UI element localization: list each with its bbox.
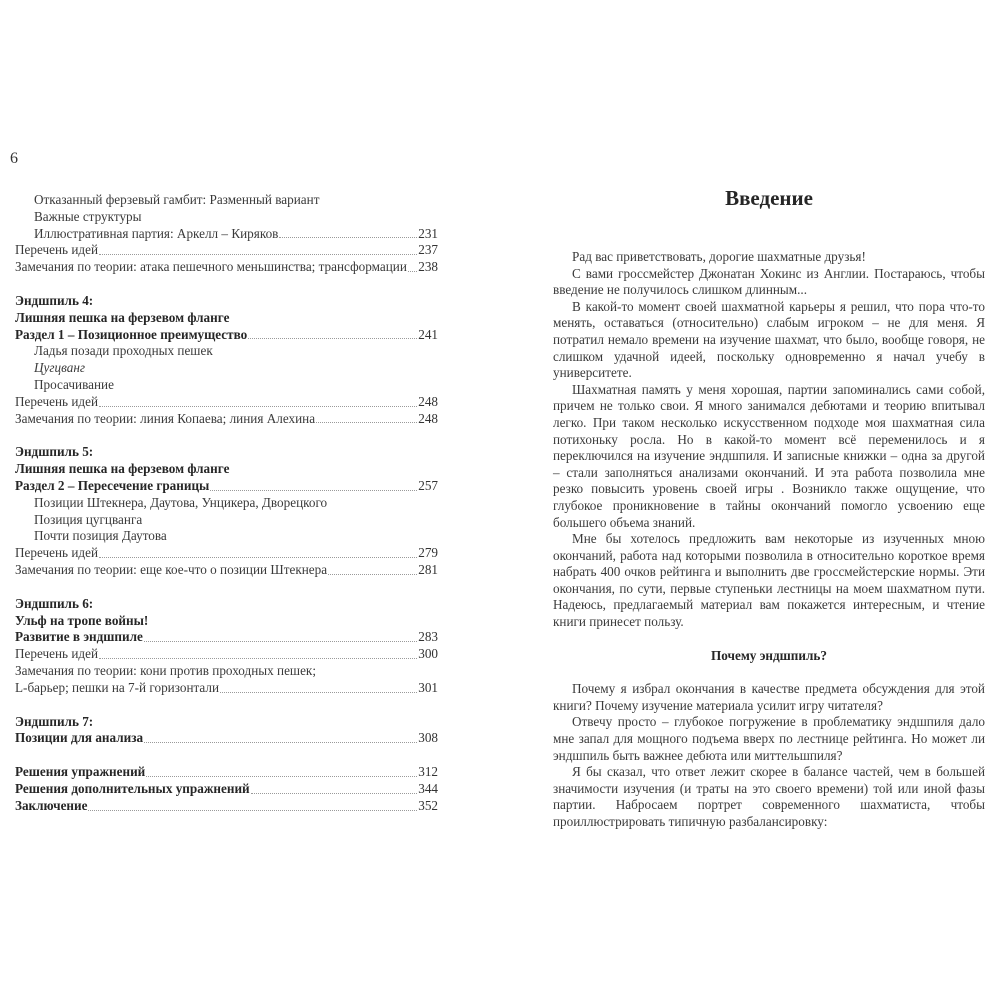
paragraph: Шахматная память у меня хорошая, партии запоминались сами собой, причем не только свои. Я много занимался дебютами и теорию впитывал легко. При таком несколько искусственном подходе моя шахматная сила потихоньку росла. Но в какой-то момент всё переменилось и я переключился на изучение эндшпиля. И записные книжки – одна за другой – стали заполняться анализами окончаний. И эта работа позволила мне резко повысить уровень своей игры . Возникло также ощущение, что глубокое проникновение в тайны окончаний помогло усвоению еще большего объема знаний. [553,381,985,530]
toc-entry-page: 344 [418,780,438,796]
toc-entry [15,226,438,243]
toc-entry-title: Замечания по теории: еще кое-что о позиции Штекнера [15,561,328,577]
toc-entry-title: Перечень идей [15,646,99,662]
toc-entry [15,528,438,545]
paragraph: С вами гроссмейстер Джонатан Хокинс из Англии. Постараюсь, чтобы введение не получилось слишком длинным... [553,265,985,298]
toc-entry-title: Ладья позади проходных пешек [34,343,213,359]
toc-entry-page: 308 [418,730,438,746]
toc-entry [15,714,438,731]
toc-entry-title: Раздел 2 – Пересечение границы [15,477,210,493]
toc-entry-title: Лишняя пешка на ферзевом фланге [15,309,230,325]
toc-entry [15,343,438,360]
dot-leader [210,489,417,491]
toc-entry-page: 301 [418,679,438,695]
toc-entry-page: 281 [418,561,438,577]
toc-entry [15,680,438,697]
toc-entry [15,444,438,461]
dot-leader [408,270,417,272]
dot-leader [220,691,417,693]
toc-entry-page: 312 [418,764,438,780]
toc-entry-page: 257 [418,477,438,493]
toc-entry-title: Замечания по теории: атака пешечного меньшинства; трансформации [15,259,407,275]
toc-entry-title: Решения упражнений [15,764,146,780]
toc-entry-title: Лишняя пешка на ферзевом фланге [15,461,230,477]
toc-entry-title: Эндшпиль 6: [15,595,94,611]
toc-entry-title: Почти позиция Даутова [34,528,167,544]
toc-entry-page: 279 [418,545,438,561]
toc-entry-title: Эндшпиль 4: [15,292,94,308]
toc-entry [15,781,438,798]
toc-entry-title: Отказанный ферзевый гамбит: Разменный вариант [34,192,320,207]
toc-entry [15,512,438,529]
toc-entry-title: Развитие в эндшпиле [15,629,143,645]
dot-leader [99,657,417,659]
toc-entry [15,495,438,512]
chapter-title: Введение [725,186,813,210]
toc-entry [15,411,438,428]
toc-entry-page: 248 [418,410,438,426]
body-text [553,249,985,831]
table-of-contents [15,192,438,815]
toc-entry-title: Замечания по теории: линия Копаева; линия Алехина [15,410,316,426]
paragraph: Я бы сказал, что ответ лежит скорее в балансе частей, чем в большей значимости изучения (и траты на это своего времени) той или иной фазы партии. Набросаем портрет современного шахматиста, чтобы проиллюстрировать типичную разбалансировку: [553,764,985,829]
toc-entry [15,327,438,344]
toc-entry-title: Заключение [15,797,88,813]
dot-leader [99,253,417,255]
toc-entry [15,478,438,495]
dot-leader [279,236,417,238]
toc-entry [15,259,438,276]
dot-leader [88,809,417,811]
toc-entry [15,663,438,680]
toc-entry-title: Раздел 1 – Позиционное преимущество [15,326,248,342]
dot-leader [144,640,417,642]
toc-entry-title: Перечень идей [15,545,99,561]
toc-entry-title: Позиции Штекнера, Даутова, Унцикера, Дворецкого [34,494,328,510]
toc-entry [15,293,438,310]
toc-entry-title: Перечень идей [15,242,99,258]
paragraph: Мне бы хотелось предложить вам некоторые из изученных мною окончаний, работа над которыми позволила в относительно короткое время набрать 400 очков рейтинга и выполнить две гроссмейстерские нормы. Эти окончания, по сути, первые ступеньки лестницы на моем шахматном пути. Надеюсь, предлагаемый материал вам покажется интересным, и чтение книги принесет пользу. [553,531,985,630]
toc-entry [15,394,438,411]
toc-entry [15,562,438,579]
paragraph: В какой-то момент своей шахматной карьеры я решил, что пора что-то менять, оставаться (относительно) слабым игроком – не для меня. Я потратил немало времени на изучение шахмат, что было, вообще говоря, не слишком удачной идеей, поскольку одновременно я начал учебу в университете. [553,298,985,381]
toc-entry [15,377,438,394]
toc-entry-title: L-барьер; пешки на 7-й горизонтали [15,679,220,695]
toc-entry [15,730,438,747]
dot-leader [144,741,417,743]
toc-entry [15,629,438,646]
toc-entry [15,360,438,377]
toc-entry [15,764,438,781]
toc-entry-title: Позиция цугцванга [34,511,143,527]
toc-entry [15,646,438,663]
toc-entry-title: Цугцванг [34,360,86,376]
dot-leader [146,775,417,777]
toc-entry [15,310,438,327]
page-number: 6 [10,150,18,167]
toc-entry-page: 237 [418,242,438,258]
toc-entry-title: Иллюстративная партия: Аркелл – Киряков [34,225,279,241]
toc-entry-page: 238 [418,259,438,275]
paragraph: Отвечу просто – глубокое погружение в проблематику эндшпиля дало мне запал для мощного подъема вверх по лестнице рейтинга. Но может ли эндшпиль быть важнее дебюта или миттельшпиля? [553,714,985,763]
toc-entry-title: Эндшпиль 7: [15,713,94,729]
toc-entry-title: Просачивание [34,376,114,392]
toc-entry [15,798,438,815]
dot-leader [316,421,417,423]
toc-entry-page: 231 [418,225,438,241]
toc-entry-title: Перечень идей [15,393,99,409]
toc-entry-title: Эндшпиль 5: [15,444,94,460]
toc-entry-page: 248 [418,393,438,409]
toc-entry-page: 352 [418,797,438,813]
paragraph: Рад вас приветствовать, дорогие шахматные друзья! [572,249,866,264]
toc-entry [15,192,438,209]
dot-leader [328,573,417,575]
toc-entry-title: Важные структуры [34,208,142,224]
toc-entry-page: 241 [418,326,438,342]
dot-leader [248,337,417,339]
right-page [500,0,1000,1000]
section-heading: Почему эндшпиль? [711,647,827,663]
toc-entry [15,209,438,226]
toc-entry-page: 283 [418,629,438,645]
dot-leader [99,405,417,407]
toc-entry-title: Решения дополнительных упражнений [15,780,250,796]
toc-entry-title: Позиции для анализа [15,730,144,746]
paragraph: Почему я избрал окончания в качестве предмета обсуждения для этой книги? Почему изучение материала усилит игру читателя? [553,681,985,713]
dot-leader [251,792,418,794]
toc-entry-title: Замечания по теории: кони против проходных пешек; [15,662,317,678]
toc-entry [15,545,438,562]
section-paragraphs [553,681,985,830]
intro-paragraphs [553,249,985,631]
toc-entry [15,613,438,630]
toc-entry-title: Ульф на тропе войны! [15,612,149,628]
toc-entry [15,242,438,259]
toc-entry [15,461,438,478]
toc-entry [15,596,438,613]
toc-entry-page: 300 [418,646,438,662]
dot-leader [99,556,417,558]
